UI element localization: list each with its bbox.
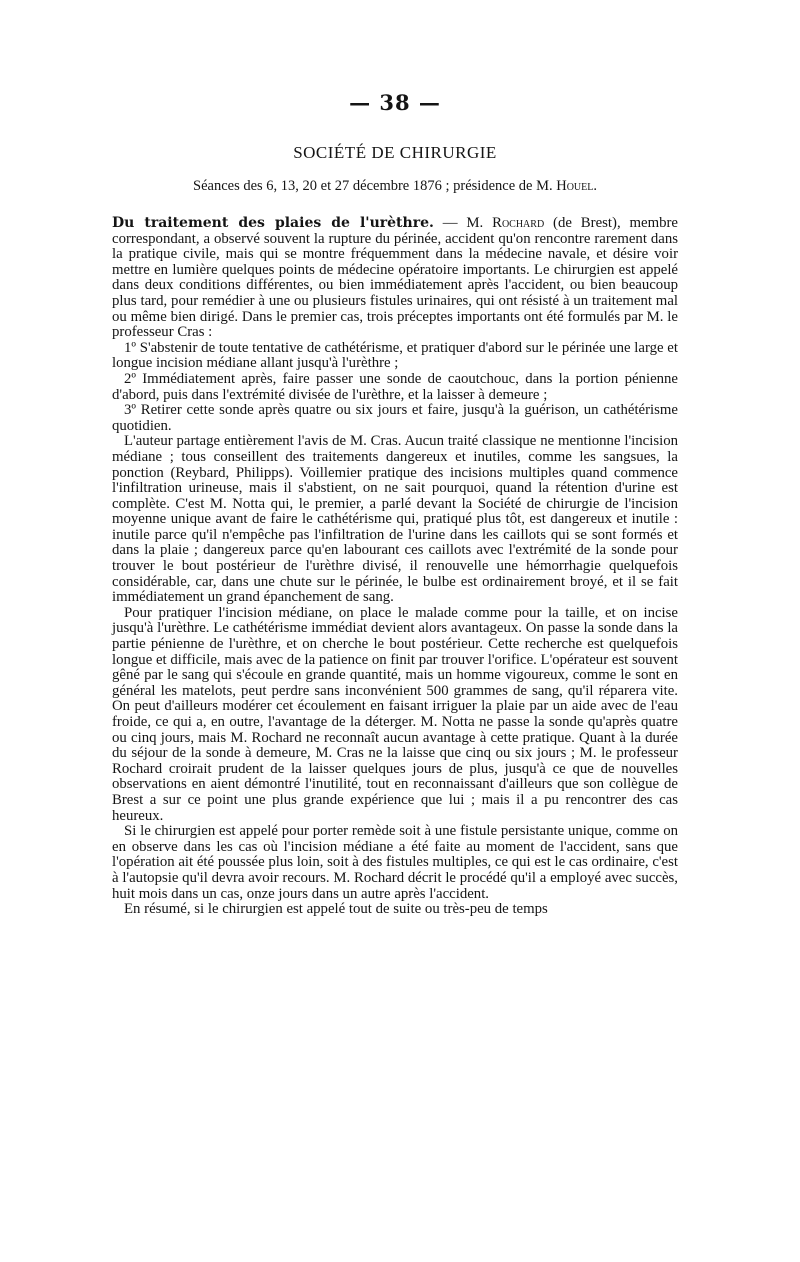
page (112, 88, 678, 918)
paragraph: 1º S'abstenir de toute tentative de cathétérisme, et pratiquer d'abord sur le périnée une large et longue incision médiane allant jusqu'à l'urèthre ; (112, 339, 678, 372)
page-number: — 38 — (349, 90, 441, 115)
paragraph: 3º Retirer cette sonde après quatre ou six jours et faire, jusqu'à la guérison, un cathétérisme quotidien. (112, 402, 678, 434)
article-intro-paragraph (112, 216, 678, 341)
paragraph: 2º Immédiatement après, faire passer une sonde de caoutchouc, dans la portion pénienne d'abord, puis dans l'extrémité divisée de l'urèthre, et la laisser à demeure ; (112, 370, 678, 403)
session-end: . (593, 178, 597, 194)
paragraph: Si le chirurgien est appelé pour porter remède soit à une fistule persistante unique, comme on en observe dans les cas où l'incision médiane a été faite au moment de l'accident, sans que l'opération ait été poussée plus loin, soit à des fistules multiples, ce qui est le cas ordinaire, c'est à l'autopsie qu'il devra avoir recours. M. Rochard décrit le procédé qu'il a employé avec succès, huit mois dans un cas, onze jours dans un autre après l'accident. (112, 823, 678, 902)
article-body (112, 216, 678, 918)
president-name: Houel (556, 178, 594, 194)
intro-text: (de Brest), membre correspondant, a observé souvent la rupture du périnée, accident qu'on rencontre rarement dans la pratique civile, mais qui se montre fréquemment dans la médecine navale, et désire voir mettre en lumière quelques points de médecine opératoire importants. Le chirurgien est appelé dans deux conditions différentes, ou bien immédiatement après l'accident, ou bien beaucoup plus tard, pour remédier à une ou plusieurs fistules urinaires, qui ont résisté à un traitement mal ou même bien dirigé. Dans le premier cas, trois préceptes importants ont été formulés par M. le professeur Cras : (112, 215, 678, 341)
paragraph: Pour pratiquer l'incision médiane, on place le malade comme pour la taille, et on incise jusqu'à l'urèthre. Le cathétérisme immédiat devient alors avantageux. On passe la sonde dans la partie pénienne de l'urèthre, et on cherche le bout postérieur. Cette recherche est quelquefois longue et difficile, mais avec de la patience on finit par trouver l'orifice. L'opérateur est souvent gêné par le sang qui s'écoule en grande quantité, mais un homme vigoureux, comme le sont en général les matelots, peut perdre sans inconvénient 500 grammes de sang, qu'il réparera vite. On peut d'ailleurs modérer cet écoulement en faisant irriguer la plaie par un aide avec de l'eau froide, ce qui a, en outre, l'avantage de la déterger. M. Notta ne passe la sonde qu'après quatre ou cinq jours, mais M. Rochard ne reconnaît aucun avantage à cette pratique. Quant à la durée du séjour de la sonde à demeure, M. Cras ne la laisse que cinq ou six jours ; M. le professeur Rochard croirait prudent de la laisser quelques jours de plus, jusqu'à ce que de nouvelles observations en aient démontré l'inutilité, tout en reconnaissant d'ailleurs que son collègue de Brest a sur ce point une plus grande expérience que lui ; mais il a pu rencontrer des cas heureux. (112, 604, 678, 824)
section-heading: SOCIÉTÉ DE CHIRURGIE (293, 143, 497, 162)
paragraph: En résumé, si le chirurgien est appelé tout de suite ou très-peu de temps (124, 901, 548, 918)
session-text: Séances des 6, 13, 20 et 27 décembre 1876 ; présidence de M. (193, 178, 557, 194)
session-line (112, 176, 678, 196)
paragraph: L'auteur partage entièrement l'avis de M. Cras. Aucun traité classique ne mentionne l'incision médiane ; tous conseillent des traitements dangereux et inutiles, comme les sangsues, la ponction (Reybard, Philipps). Voillemier pratique des incisions multiples quand commence l'infiltration urineuse, mais il s'abstient, on ne sait pourquoi, quand la rétention d'urine est complète. C'est M. Notta qui, le premier, a parlé devant la Société de chirurgie de l'incision moyenne unique avant de faire le cathétérisme qui, pratiqué plus tôt, est dangereux et inutile : inutile parce qu'il n'empêche pas l'infiltration de l'urine dans les caillots qui se sont formés et dans la plaie ; dangereux parce qu'en labourant ces caillots avec l'extrémité de la sonde pour trouver le bout postérieur de l'urèthre divisé, il renouvelle une hémorrhagie quelquefois considérable, car, dans une chute sur le périnée, le bulbe est ordinairement broyé, et il se fait immédiatement un grand épanchement de sang. (112, 433, 678, 606)
title-dash: — M. (433, 215, 493, 231)
author-name: Rochard (492, 215, 545, 231)
article-title: Du traitement des plaies de l'urèthre. (112, 215, 434, 231)
